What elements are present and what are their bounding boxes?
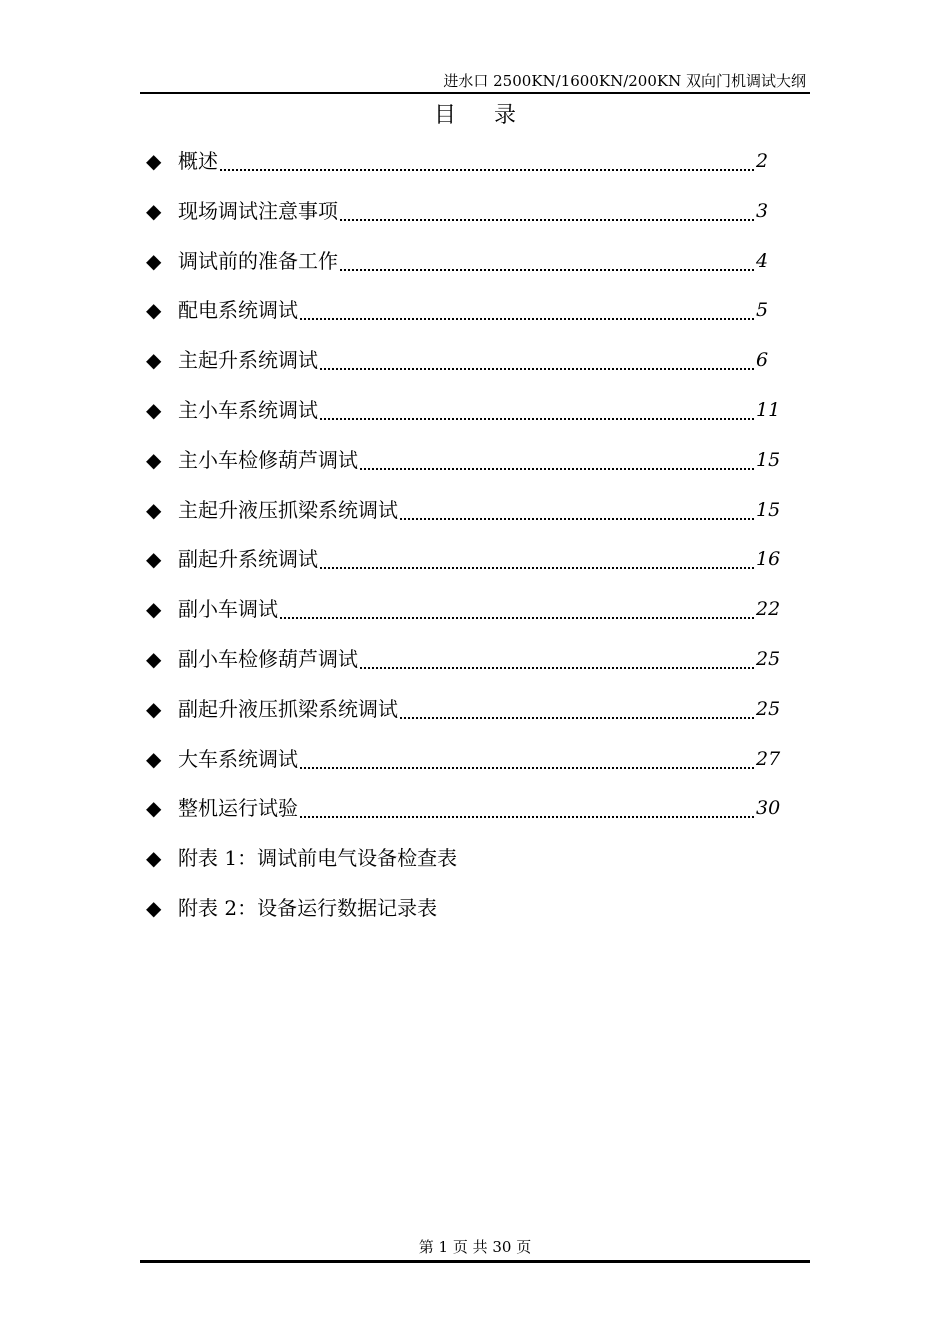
toc-title: 目录 [433,103,554,128]
toc-item-page: 6 [756,349,769,372]
toc-item-label: 附表 2：设备运行数据记录表 [178,895,438,920]
toc-item[interactable] [146,345,786,395]
toc-item-page: 22 [756,598,781,621]
toc-item-page: 11 [756,398,781,421]
dot-leader [360,448,754,470]
toc-item-page: 25 [756,697,781,720]
diamond-bullet-icon: ◆ [146,746,162,771]
dot-leader [340,199,754,221]
dot-leader [300,796,754,818]
toc-item[interactable] [146,843,786,893]
toc-item[interactable] [146,793,786,843]
dot-leader [320,398,754,420]
dot-leader [400,697,754,719]
toc-item-page: 27 [756,747,781,770]
toc-item[interactable] [146,694,786,744]
diamond-bullet-icon: ◆ [146,397,162,422]
dot-leader [320,547,754,569]
toc-item-label: 配电系统调试 [178,298,298,323]
toc-item-label: 副小车检修葫芦调试 [178,646,358,671]
diamond-bullet-icon: ◆ [146,846,162,871]
diamond-bullet-icon: ◆ [146,796,162,821]
toc-item[interactable] [146,495,786,545]
toc-item-label: 现场调试注意事项 [178,198,338,223]
diamond-bullet-icon: ◆ [146,248,162,273]
toc-item[interactable] [146,395,786,445]
toc-item-label: 主起升液压抓梁系统调试 [178,497,398,522]
page-number: 第 1 页 共 30 页 [418,1238,532,1256]
toc-item-label: 副起升液压抓梁系统调试 [178,696,398,721]
toc-item[interactable] [146,893,786,943]
diamond-bullet-icon: ◆ [146,646,162,671]
dot-leader [300,298,754,320]
toc-item[interactable] [146,295,786,345]
diamond-bullet-icon: ◆ [146,149,162,173]
diamond-bullet-icon: ◆ [146,497,162,522]
toc-item[interactable] [146,544,786,594]
diamond-bullet-icon: ◆ [146,298,162,323]
toc-item-page: 15 [756,448,781,471]
dot-leader [340,249,754,271]
toc-item[interactable] [146,594,786,644]
toc-item-label: 概述 [178,149,218,173]
toc-item-page: 4 [756,249,769,272]
toc-item[interactable] [146,196,786,246]
diamond-bullet-icon: ◆ [146,447,162,472]
diamond-bullet-icon: ◆ [146,198,162,223]
toc-item-page: 30 [756,797,781,820]
toc-item[interactable] [146,246,786,296]
diamond-bullet-icon: ◆ [146,348,162,373]
page-header [140,68,810,94]
toc-item[interactable] [146,644,786,694]
document-title: 进水口 2500KN/1600KN/200KN 双向门机调试大纲 [443,72,806,90]
toc-item-label: 主起升系统调试 [178,348,318,373]
toc-item-label: 大车系统调试 [178,746,298,771]
toc-item-page: 25 [756,647,781,670]
toc-item-page: 3 [756,199,769,222]
toc-item-label: 调试前的准备工作 [178,248,338,273]
dot-leader [280,597,754,619]
toc-item-page: 5 [756,299,769,322]
toc-item-page: 15 [756,498,781,521]
dot-leader [360,647,754,669]
diamond-bullet-icon: ◆ [146,597,162,622]
diamond-bullet-icon: ◆ [146,547,162,572]
diamond-bullet-icon: ◆ [146,696,162,721]
page-footer [140,1236,810,1263]
toc-item[interactable] [146,445,786,495]
diamond-bullet-icon: ◆ [146,895,162,920]
dot-leader [320,348,754,370]
dot-leader [220,149,754,171]
dot-leader [300,747,754,769]
toc-item[interactable] [146,744,786,794]
toc-item-label: 主小车系统调试 [178,397,318,422]
toc-item-label: 副起升系统调试 [178,547,318,572]
toc-item-label: 附表 1：调试前电气设备检查表 [178,846,458,871]
toc-item-label: 整机运行试验 [178,796,298,821]
toc-item[interactable] [146,146,786,196]
dot-leader [400,498,754,520]
toc-item-page: 2 [756,150,769,172]
toc-list [146,146,786,943]
toc-item-label: 副小车调试 [178,597,278,622]
toc-item-page: 16 [756,548,781,571]
toc-item-label: 主小车检修葫芦调试 [178,447,358,472]
